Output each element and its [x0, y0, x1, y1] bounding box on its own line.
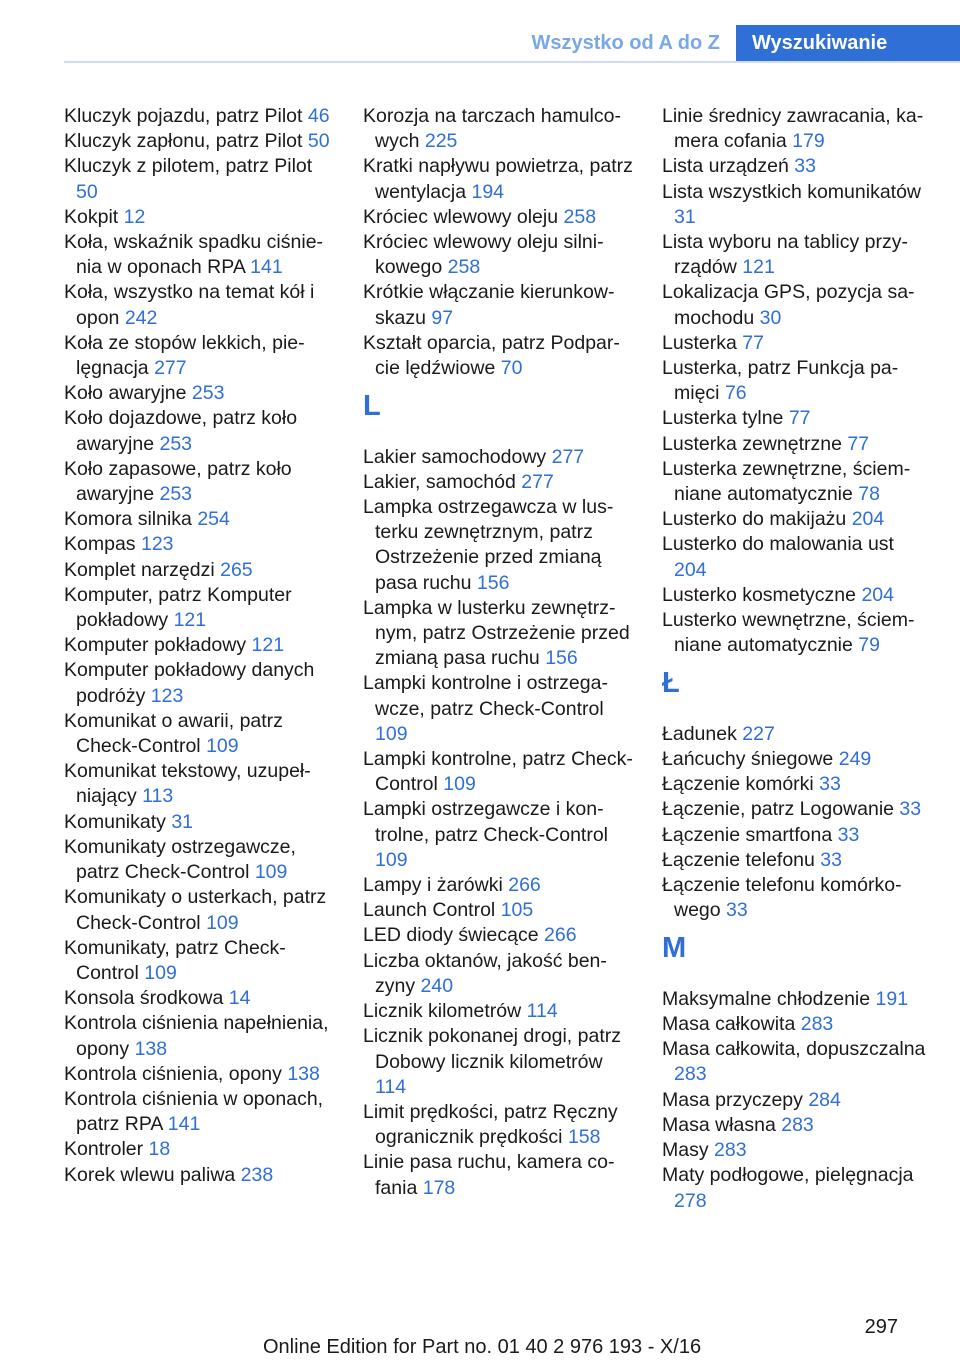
index-entry-text: Liczba oktanów, jakość benzyny	[363, 949, 607, 997]
index-entry	[64, 457, 334, 507]
page-link[interactable]: 109	[254, 861, 288, 884]
page-link[interactable]: 265	[220, 558, 253, 581]
index-entry	[363, 205, 633, 230]
page-link[interactable]: 283	[781, 1113, 814, 1136]
page-link[interactable]: 283	[714, 1139, 747, 1162]
index-entry-text: Komora silnika	[64, 508, 192, 531]
page-link[interactable]: 12	[123, 205, 146, 228]
index-entry-text: Komunikat tekstowy, uzupełniający	[64, 760, 311, 808]
page-link[interactable]: 114	[375, 1075, 407, 1098]
page-link[interactable]: 109	[375, 722, 408, 745]
index-entry-text: Lampy i żarówki	[363, 874, 503, 897]
index-entry-text: Kontrola ciśnienia, opony	[64, 1062, 282, 1085]
page-link[interactable]: 79	[858, 634, 880, 657]
index-entry-text: Lista wyboru na tablicy przyrządów	[662, 231, 909, 279]
index-entry-text: Kontroler	[64, 1138, 144, 1161]
index-entry	[64, 759, 334, 809]
page-link[interactable]: 77	[742, 331, 764, 354]
page-link[interactable]: 109	[206, 735, 239, 758]
index-entry-text: Lusterka, patrz Funkcja pamięci	[662, 357, 899, 405]
index-entry	[662, 331, 930, 356]
index-entry-text: Korozja na tarczach hamulcowych	[363, 105, 621, 153]
index-entry	[64, 381, 334, 406]
page-link[interactable]: 194	[471, 180, 505, 203]
index-entry-text: Kluczyk pojazdu, patrz Pilot	[64, 105, 303, 127]
index-entry-text: Lampki kontrolne i ostrzegawcze, patrz Check-Control	[363, 672, 608, 720]
index-entry	[662, 280, 930, 330]
page-link[interactable]: 33	[899, 798, 922, 821]
index-entry	[64, 1062, 334, 1087]
page-link[interactable]: 253	[159, 483, 193, 506]
index-column-3	[662, 104, 930, 1214]
index-entry-text: Komputer, patrz Komputer pokładowy	[64, 583, 292, 632]
index-entry	[363, 230, 633, 280]
index-entry-text: Komunikaty	[64, 810, 166, 833]
page-link[interactable]: 254	[197, 508, 230, 531]
index-entry	[662, 154, 930, 179]
page-link[interactable]: 258	[447, 256, 481, 279]
index-entry	[662, 1113, 930, 1138]
page-link[interactable]: 113	[142, 785, 174, 808]
page-link[interactable]: 283	[674, 1063, 707, 1086]
index-entry-text: Kontrola ciśnienia w oponach, patrz RPA	[64, 1087, 324, 1136]
index-entry	[363, 923, 633, 948]
page-link[interactable]: 31	[674, 205, 696, 228]
index-entry-text: Komunikat o awarii, patrz Check-Control	[64, 709, 283, 758]
index-entry-text: Lusterka tylne	[662, 407, 784, 430]
page-link[interactable]: 77	[788, 407, 811, 430]
page-link[interactable]: 30	[759, 306, 782, 329]
index-entry	[363, 104, 633, 154]
index-entry	[662, 772, 930, 797]
index-entry	[662, 848, 930, 873]
index-entry	[662, 873, 930, 923]
page-link[interactable]: 204	[851, 508, 885, 531]
index-entry	[64, 885, 334, 935]
index-entry-text: Lampki ostrzegawcze i kontrolne, patrz Check-Control	[363, 798, 609, 846]
page-link[interactable]: 253	[159, 432, 193, 455]
index-entry	[363, 747, 633, 797]
index-entry-text: Maty podłogowe, pielęgnacja	[662, 1164, 914, 1187]
index-entry	[64, 936, 334, 986]
page-link[interactable]: 283	[800, 1013, 834, 1036]
index-entry	[363, 1100, 633, 1150]
index-entry	[662, 532, 930, 582]
index-entry-text: Lampki kontrolne, patrz Check-Control	[363, 748, 633, 796]
page-link[interactable]: 109	[206, 911, 239, 934]
index-entry	[363, 445, 633, 470]
index-entry-text: Korek wlewu paliwa	[64, 1163, 236, 1186]
index-entry-text: Koło zapasowe, patrz koło awaryjne	[64, 457, 292, 506]
index-entry-text: Koło dojazdowe, patrz koło awaryjne	[64, 407, 298, 455]
page-link[interactable]: 240	[420, 974, 454, 997]
index-entry	[662, 823, 930, 848]
page-link[interactable]: 33	[837, 823, 860, 846]
page-link[interactable]: 105	[500, 899, 534, 922]
index-entry-text: Koło awaryjne	[64, 382, 187, 405]
index-entry-text: Lusterko wewnętrzne, ściemniane automatycznie	[662, 609, 915, 657]
index-entry-text: Kluczyk z pilotem, patrz Pilot	[64, 155, 313, 178]
page-link[interactable]: 156	[545, 647, 578, 670]
index-entry	[64, 1137, 334, 1162]
page-link[interactable]: 266	[508, 874, 541, 897]
index-entry-text: Lusterko do makijażu	[662, 508, 847, 531]
index-entry-text: Maksymalne chłodzenie	[662, 987, 871, 1010]
index-entry-text: Komplet narzędzi	[64, 558, 215, 581]
index-entry-text: Koła ze stopów lekkich, pielęgnacja	[64, 331, 305, 380]
index-entry	[662, 797, 930, 822]
header-tabs	[531, 25, 960, 61]
page-link[interactable]: 178	[422, 1176, 456, 1199]
index-entry-text: Komputer pokładowy	[64, 634, 247, 657]
index-entry-text: Konsola środkowa	[64, 987, 224, 1010]
index-entry-text: Linie pasa ruchu, kamera cofania	[363, 1151, 615, 1199]
page-link[interactable]: 46	[307, 105, 330, 127]
index-entry	[662, 104, 930, 154]
index-entry-text: Kontrola ciśnienia napełnienia, opony	[64, 1012, 329, 1060]
index-entry-text: Lakier samochodowy	[363, 445, 547, 468]
index-entry	[363, 671, 633, 747]
index-entry	[64, 507, 334, 532]
index-entry	[363, 596, 633, 672]
index-entry	[64, 205, 334, 230]
index-entry	[64, 129, 334, 154]
index-section-letter: Ł	[662, 667, 680, 700]
index-entry	[662, 1163, 930, 1213]
page-link[interactable]: 77	[847, 432, 870, 455]
page-number: 297	[864, 1316, 898, 1338]
index-entry	[64, 558, 334, 583]
index-entry-text: Lusterko do malowania ust	[662, 533, 894, 556]
index-entry	[662, 747, 930, 772]
index-entry-text: Masa własna	[662, 1113, 776, 1136]
page-link[interactable]: 70	[500, 357, 523, 380]
page-link[interactable]: 78	[858, 483, 880, 506]
page-link[interactable]: 121	[251, 634, 285, 657]
index-entry-text: Kokpit	[64, 205, 119, 228]
header-divider	[64, 61, 960, 63]
page-link[interactable]: 253	[191, 382, 225, 405]
index-entry	[363, 495, 633, 596]
index-entry	[64, 154, 334, 204]
page-link[interactable]: 191	[875, 987, 909, 1010]
page-link[interactable]: 31	[171, 810, 194, 833]
index-entry-text: Kluczyk zapłonu, patrz Pilot	[64, 130, 303, 153]
index-entry	[662, 1138, 930, 1163]
page-link[interactable]: 114	[526, 1000, 558, 1023]
index-section-letter: M	[662, 932, 687, 965]
index-entry	[64, 1163, 334, 1188]
index-entry-text: Króciec wlewowy oleju	[363, 205, 559, 228]
page-link[interactable]: 109	[443, 773, 476, 796]
index-entry	[64, 230, 334, 280]
index-entry-text: Ładunek	[662, 722, 737, 745]
index-entry-text: Masa przyczepy	[662, 1088, 803, 1111]
index-entry-text: LED diody świecące	[363, 924, 539, 947]
index-entry	[64, 835, 334, 885]
page-link[interactable]: 121	[173, 609, 207, 632]
index-entry-text: Kształt oparcia, patrz Podparcie lędźwiowe	[363, 331, 620, 380]
page-link[interactable]: 33	[819, 773, 841, 796]
page-link[interactable]: 123	[140, 533, 174, 556]
page-link[interactable]: 277	[551, 445, 585, 468]
page-link[interactable]: 156	[476, 571, 510, 594]
page-link[interactable]: 249	[838, 748, 872, 771]
tab-search[interactable]: Wyszukiwanie	[736, 25, 960, 61]
page-link[interactable]: 141	[250, 256, 283, 279]
index-entry-text: Lusterka zewnętrzne, ściemniane automatycznie	[662, 457, 911, 506]
page-link[interactable]: 277	[154, 357, 187, 380]
index-entry	[64, 709, 334, 759]
index-entry	[64, 104, 334, 129]
index-entry	[64, 633, 334, 658]
index-entry-text: Komunikaty, patrz Check-Control	[64, 936, 286, 984]
index-entry-text: Lokalizacja GPS, pozycja samochodu	[662, 281, 915, 329]
page-link[interactable]: 109	[375, 848, 408, 871]
index-entry	[662, 1088, 930, 1113]
page-link[interactable]: 33	[820, 848, 842, 871]
index-entry	[363, 331, 633, 381]
page-link[interactable]: 258	[563, 205, 597, 228]
index-entry	[363, 154, 633, 204]
page-link[interactable]: 227	[742, 722, 775, 745]
index-entry	[662, 230, 930, 280]
page-link[interactable]: 284	[808, 1088, 841, 1111]
index-entry-text: Kratki napływu powietrza, patrz wentylacja	[363, 155, 633, 203]
index-entry	[662, 1037, 930, 1087]
page-link[interactable]: 204	[674, 558, 707, 581]
index-entry	[662, 356, 930, 406]
page-link[interactable]: 33	[794, 155, 816, 178]
index-entry	[363, 1024, 633, 1100]
index-entry-text: Linie średnicy zawracania, kamera cofania	[662, 105, 924, 153]
page-link[interactable]: 138	[287, 1062, 320, 1085]
index-entry-text: Koła, wszystko na temat kół i opon	[64, 281, 315, 329]
index-entry-text: Łączenie, patrz Logowanie	[662, 798, 894, 821]
page-link[interactable]: 50	[307, 130, 330, 153]
page-link[interactable]: 266	[544, 924, 577, 947]
index-entry	[64, 532, 334, 557]
index-entry	[363, 898, 633, 923]
index-entry-text: Łączenie telefonu	[662, 848, 815, 871]
index-entry-text: Launch Control	[363, 899, 496, 922]
index-entry	[363, 470, 633, 495]
page-link[interactable]: 278	[674, 1189, 707, 1212]
page-link[interactable]: 179	[792, 130, 825, 153]
index-entry	[64, 406, 334, 456]
index-entry	[64, 1087, 334, 1137]
page-link[interactable]: 97	[431, 306, 454, 329]
index-entry-text: Łączenie smartfona	[662, 823, 833, 846]
page-link[interactable]: 14	[228, 987, 251, 1010]
index-entry	[64, 583, 334, 633]
index-entry-text: Licznik pokonanej drogi, patrz Dobowy licznik kilometrów	[363, 1025, 621, 1073]
index-entry	[363, 1150, 633, 1200]
index-entry	[64, 280, 334, 330]
index-entry	[662, 987, 930, 1012]
index-entry-text: Komunikaty ostrzegawcze, patrz Check-Control	[64, 835, 296, 884]
page-link[interactable]: 138	[134, 1037, 168, 1060]
index-entry	[662, 432, 930, 457]
index-entry-text: Licznik kilometrów	[363, 1000, 522, 1023]
index-column-1	[64, 104, 334, 1188]
index-entry	[363, 999, 633, 1024]
index-entry	[662, 583, 930, 608]
index-entry-text: Kompas	[64, 533, 136, 556]
index-entry	[662, 180, 930, 230]
index-entry-text: Masa całkowita, dopuszczalna	[662, 1038, 926, 1061]
edition-footer: Online Edition for Part no. 01 40 2 976 193 - X/16	[263, 1336, 702, 1358]
index-entry-text: Lista wszystkich komunikatów	[662, 180, 922, 203]
index-entry-text: Łańcuchy śniegowe	[662, 748, 834, 771]
tab-a-to-z[interactable]: Wszystko od A do Z	[531, 32, 720, 54]
page-link[interactable]: 141	[167, 1113, 201, 1136]
index-entry-text: Lusterka	[662, 331, 737, 354]
index-section-letter: L	[363, 390, 381, 423]
index-entry	[64, 658, 334, 708]
page-link[interactable]: 242	[124, 306, 158, 329]
index-entry	[64, 1011, 334, 1061]
page-link[interactable]: 50	[76, 180, 98, 203]
page-link[interactable]: 123	[150, 684, 184, 707]
page-link[interactable]: 158	[567, 1126, 601, 1149]
index-entry-text: Krótkie włączanie kierunkowskazu	[363, 281, 615, 329]
index-entry-text: Łączenie telefonu komórkowego	[662, 874, 902, 922]
index-entry	[662, 457, 930, 507]
index-entry	[662, 608, 930, 658]
page-link[interactable]: 109	[144, 961, 177, 984]
index-column-2	[363, 104, 633, 1201]
index-entry-text: Limit prędkości, patrz Ręczny ogranicznik prędkości	[363, 1100, 618, 1149]
index-entry	[662, 406, 930, 431]
index-entry	[64, 331, 334, 381]
index-entry	[662, 722, 930, 747]
index-entry-text: Masy	[662, 1139, 709, 1162]
index-entry-text: Lakier, samochód	[363, 470, 516, 493]
index-entry-text: Lista urządzeń	[662, 155, 789, 178]
page-link[interactable]: 204	[861, 583, 894, 606]
page-link[interactable]: 18	[148, 1138, 171, 1161]
page-link[interactable]: 121	[742, 256, 775, 279]
page-link[interactable]: 238	[240, 1163, 274, 1186]
index-entry-text: Lampka w lusterku zewnętrznym, patrz Ostrzeżenie przed zmianą pasa ruchu	[363, 596, 630, 670]
index-entry	[662, 507, 930, 532]
index-entry	[363, 949, 633, 999]
index-entry-text: Komunikaty o usterkach, patrz Check-Control	[64, 886, 327, 934]
index-entry-text: Lusterko kosmetyczne	[662, 583, 857, 606]
index-entry-text: Lampka ostrzegawcza w lusterku zewnętrznym, patrz Ostrzeżenie przed zmianą pasa ruchu	[363, 496, 614, 594]
index-entry	[363, 797, 633, 873]
index-entry	[64, 986, 334, 1011]
page-link[interactable]: 225	[424, 130, 458, 153]
index-entry	[662, 1012, 930, 1037]
index-entry-text: Łączenie komórki	[662, 773, 814, 796]
index-entry-text: Koła, wskaźnik spadku ciśnienia w oponach RPA	[64, 231, 324, 279]
index-entry	[64, 810, 334, 835]
index-entry-text: Komputer pokładowy danych podróży	[64, 659, 315, 707]
index-entry-text: Króciec wlewowy oleju silnikowego	[363, 231, 604, 279]
index-entry	[363, 873, 633, 898]
page-link[interactable]: 277	[521, 470, 554, 493]
index-entry-text: Masa całkowita	[662, 1013, 796, 1036]
page-link[interactable]: 76	[724, 382, 747, 405]
page-link[interactable]: 33	[726, 899, 748, 922]
index-entry-text: Lusterka zewnętrzne	[662, 432, 842, 455]
index-entry	[363, 280, 633, 330]
